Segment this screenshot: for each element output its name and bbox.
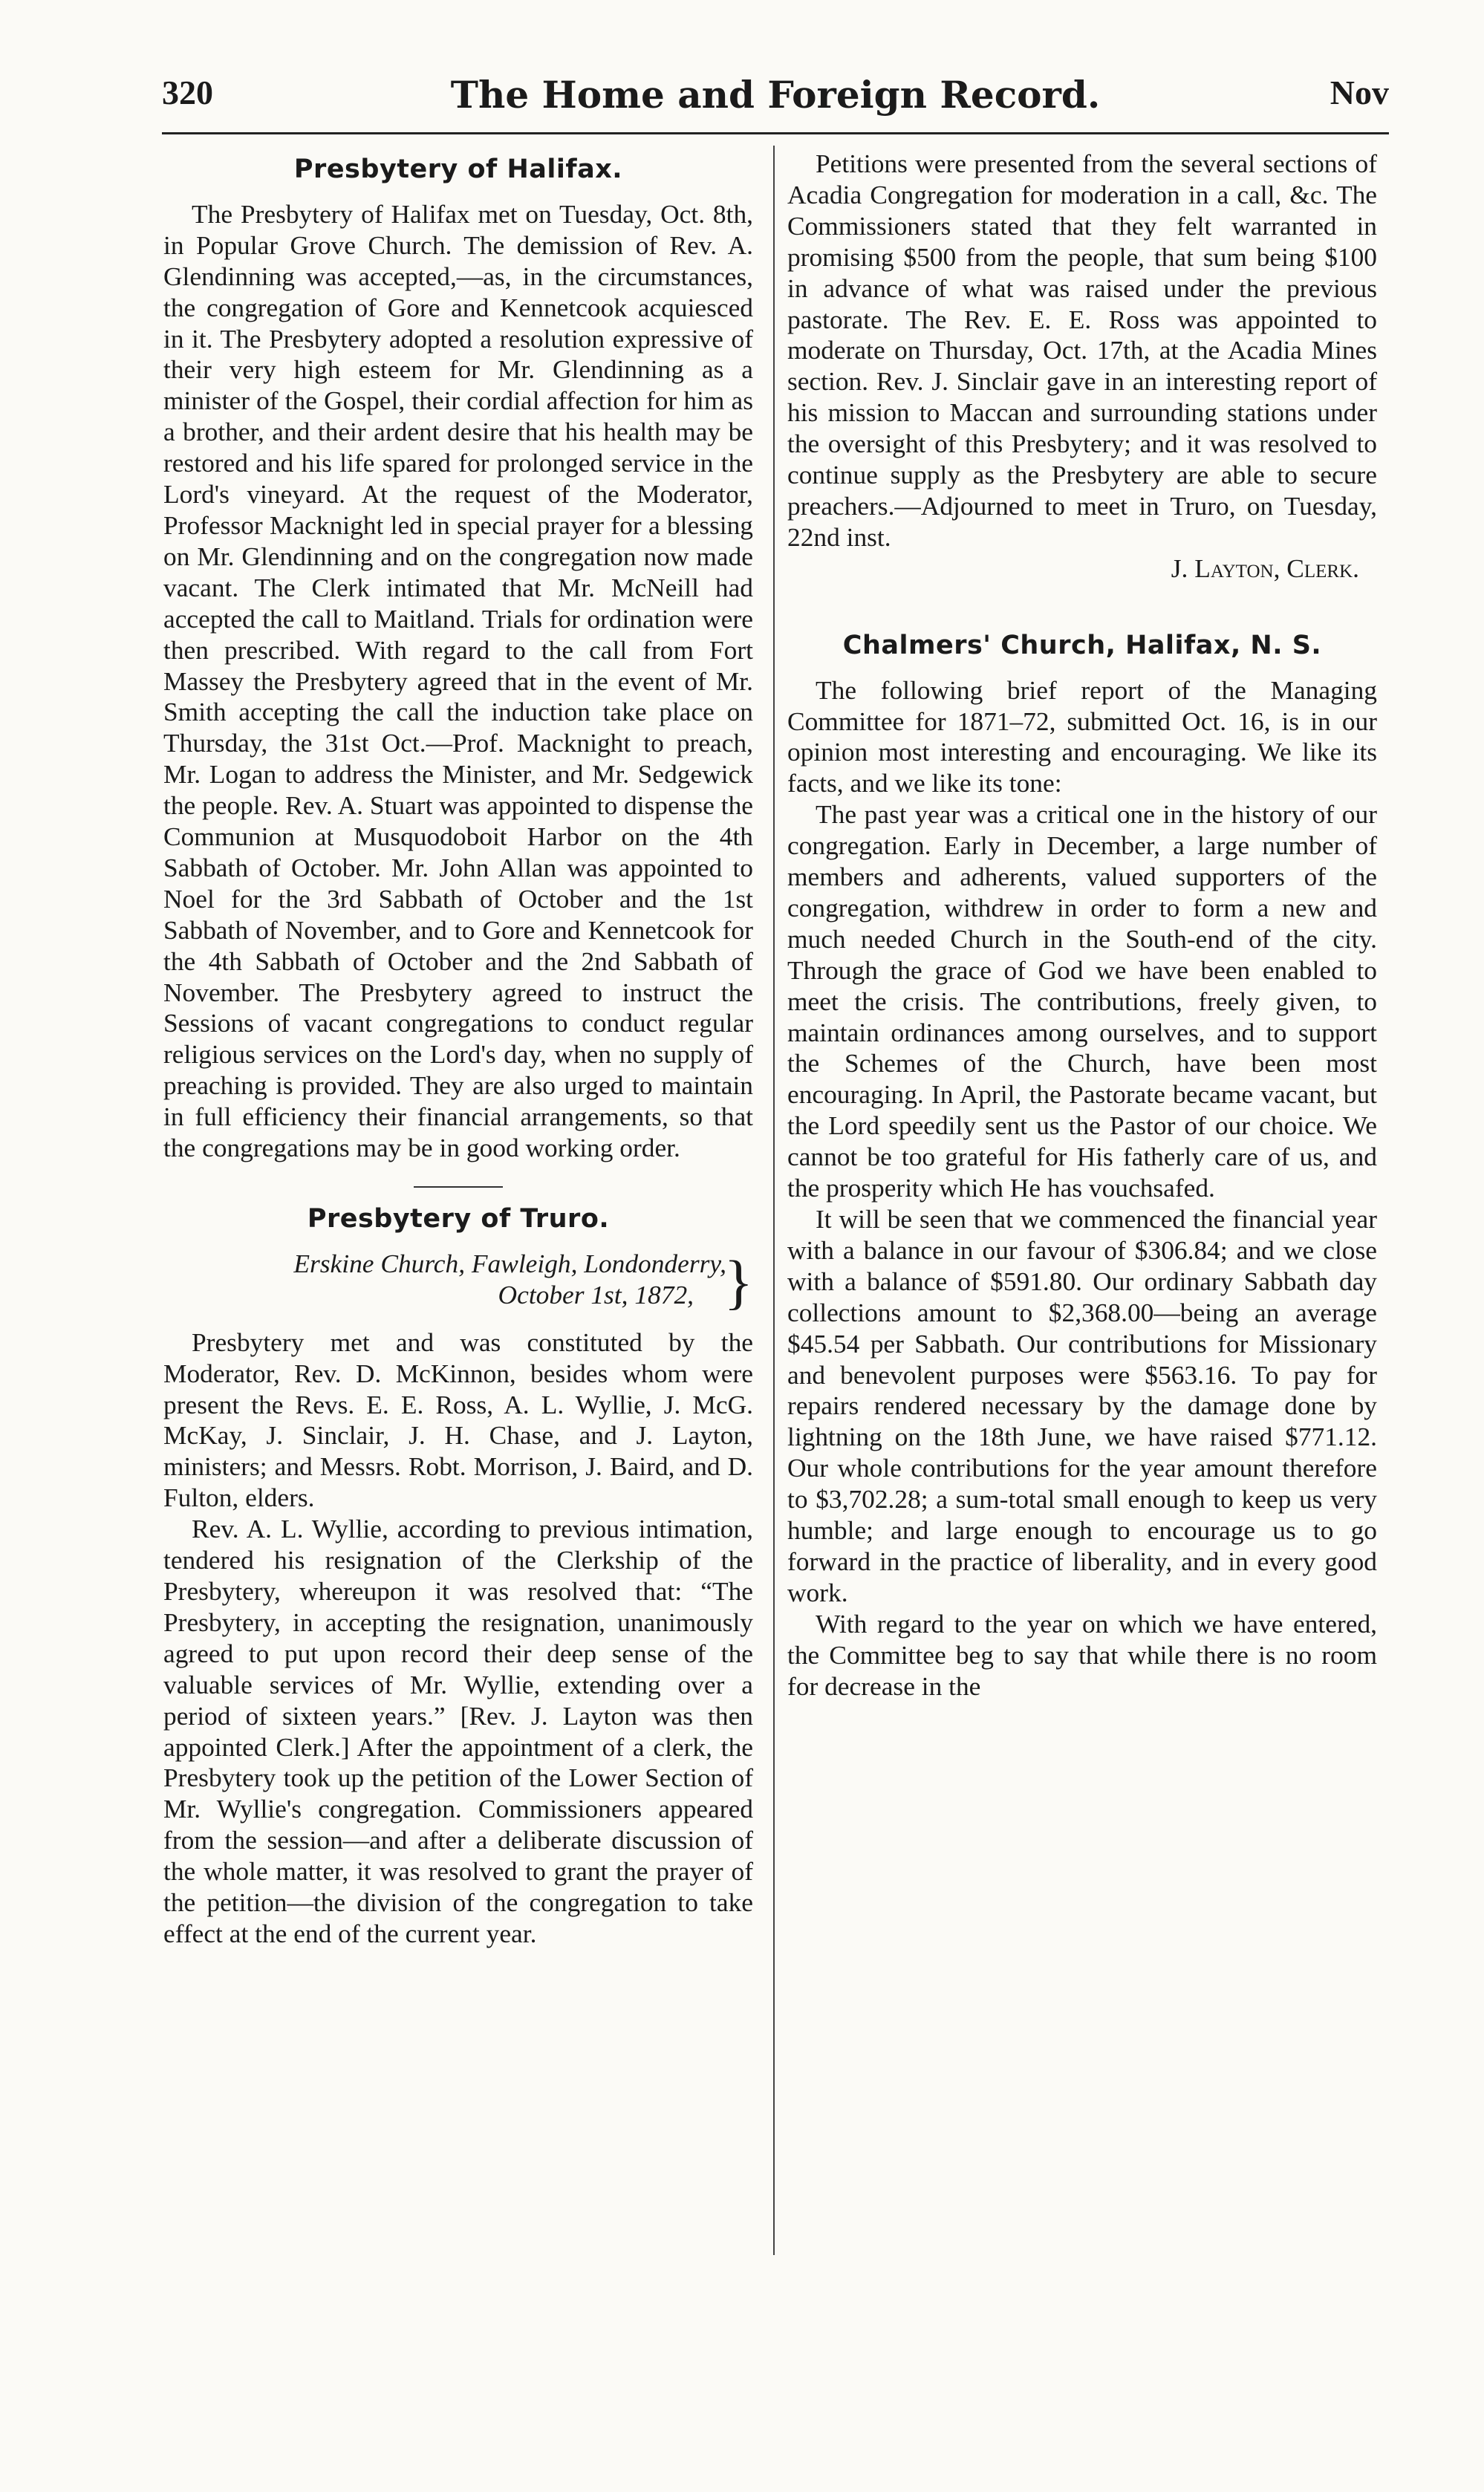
header-rule — [162, 132, 1389, 134]
section-divider — [414, 1186, 503, 1188]
halifax-paragraph-1: The Presbytery of Halifax met on Tuesday, Oct. 8th, in Popular Grove Church. The demission of Rev. A. Glendinning was accepted,—as, in the circumstances, the congregation of Gore and Kennetcook acquiesced in it. The Presbytery adopted a resolution expressive of their very high esteem for Mr. Glendinning as a minister of the Gospel, their cordial affection for him as a brother, and their ardent desire that his health may be restored and his life spared for prolonged service in the Lord's vineyard. At the request of the Moderator, Professor Macknight led in special prayer for a blessing on Mr. Glendinning and on the congregation now made vacant. The Clerk intimated that Mr. McNeill had accepted the call to Maitland. Trials for ordination were then prescribed. With regard to the call from Fort Massey the Presbytery agreed that in the event of Mr. Smith accepting the call the induction take place on Thursday, the 31st Oct.—Prof. Macknight to preach, Mr. Logan to address the Minister, and Mr. Sedgewick the people. Rev. A. Stuart was appointed to dispense the Communion at Musquodoboit Harbor on the 4th Sabbath of October. Mr. John Allan was appointed to Noel for the 3rd Sabbath of October and the 1st Sabbath of November, and to Gore and Kennetcook for the 4th Sabbath of October and the 2nd Sabbath of November. The Presbytery agreed to instruct the Sessions of vacant congregations to conduct regular religious services on the Lord's day, when no supply of preaching is provided. They are also urged to maintain in full efficiency their financial arrangements, so that the congregations may be in good working order. — [163, 198, 753, 1163]
chalmers-paragraph-1: The following brief report of the Managing Committee for 1871–72, submitted Oct. 16, is in our opinion most interesting and encouraging. We like its facts, and we like its tone: — [787, 674, 1377, 798]
section-title-halifax: Presbytery of Halifax. — [293, 154, 623, 184]
journal-title: The Home and Foreign Record. — [450, 73, 1101, 117]
section-title-chalmers: Chalmers' Church, Halifax, N. S. — [842, 630, 1322, 660]
truro-clerk-signature: J. Layton, Clerk. — [1171, 553, 1359, 583]
chalmers-paragraph-2: The past year was a critical one in the history of our congregation. Early in December, a large number of members and adherents, valued supporters of the congregation, withdrew in order to form a new and much needed Church in the South-end of the city. Through the grace of God we have been enabled to meet the crisis. The contributions, freely given, to maintain ordinances among ourselves, and to support the Schemes of the Church, have been most encouraging. In April, the Pastorate became vacant, but the Lord speedily sent us the Pastor of our choice. We cannot be too grateful for His fatherly care of us, and the prosperity which He has vouchsafed. — [787, 799, 1377, 1203]
right-column — [787, 149, 1377, 1702]
truro-meeting-place-line1: Erskine Church, Fawleigh, Londonderry, — [293, 1248, 726, 1278]
section-title-truro: Presbytery of Truro. — [307, 1204, 610, 1234]
column-divider — [773, 146, 775, 2255]
truro-paragraph-3: Petitions were presented from the several sections of Acadia Congregation for moderation in a call, &c. The Commissioners stated that they felt warranted in promising $500 from the people, that sum being $100 in advance of what was raised under the previous pastorate. The Rev. E. E. Ross was appointed to moderate on Thursday, Oct. 17th, at the Acadia Mines section. Rev. J. Sinclair gave in an interesting report of his mission to Maccan and surrounding stations under the oversight of this Presbytery; and it was resolved to continue supply as the Presbytery are able to secure preachers.—Adjourned to meet in Truro, on Tuesday, 22nd inst. — [787, 149, 1377, 552]
truro-paragraph-1: Presbytery met and was constituted by the Moderator, Rev. D. McKinnon, besides whom were present the Revs. E. E. Ross, A. L. Wyllie, J. McG. McKay, J. Sinclair, J. H. Chase, and J. Layton, ministers; and Messrs. Robt. Morrison, J. Baird, and D. Fulton, elders. — [163, 1327, 753, 1513]
truro-paragraph-2: Rev. A. L. Wyllie, according to previous intimation, tendered his resignation of the Clerkship of the Presbytery, whereupon it was resolved that: “The Presbytery, in accepting the resignation, unanimously agreed to put upon record their deep sense of the valuable services of Mr. Wyllie, extending over a period of sixteen years.” [Rev. J. Layton was then appointed Clerk.] After the appointment of a clerk, the Presbytery took up the petition of the Lower Section of Mr. Wyllie's congregation. Commissioners appeared from the session—and after a deliberate discussion of the whole matter, it was resolved to grant the prayer of the petition—the division of the congregation to take effect at the end of the current year. — [163, 1514, 753, 1948]
running-header — [162, 73, 1389, 126]
issue-month: Nov — [1330, 74, 1389, 111]
left-column — [163, 149, 753, 1950]
chalmers-paragraph-4: With regard to the year on which we have entered, the Committee beg to say that while there is no room for decrease in the — [787, 1608, 1377, 1701]
truro-meeting-place — [163, 1247, 753, 1315]
curly-brace: } — [723, 1247, 753, 1315]
chalmers-paragraph-3: It will be seen that we commenced the financial year with a balance in our favour of $306.84; and we close with a balance of $591.80. Our ordinary Sabbath day collections amount to $2,368.00—being an average $45.54 per Sabbath. Our contributions for Missionary and benevolent purposes were $563.16. To pay for repairs rendered necessary by the damage done by lightning on the 18th June, we have raised $771.12. Our whole contributions for the year amount therefore to $3,702.28; a sum-total small enough to keep us very humble; and large enough to encourage us to go forward in the practice of liberality, and in every good work. — [787, 1204, 1377, 1607]
page-number: 320 — [162, 74, 213, 111]
truro-meeting-date: October 1st, 1872, — [498, 1279, 694, 1310]
